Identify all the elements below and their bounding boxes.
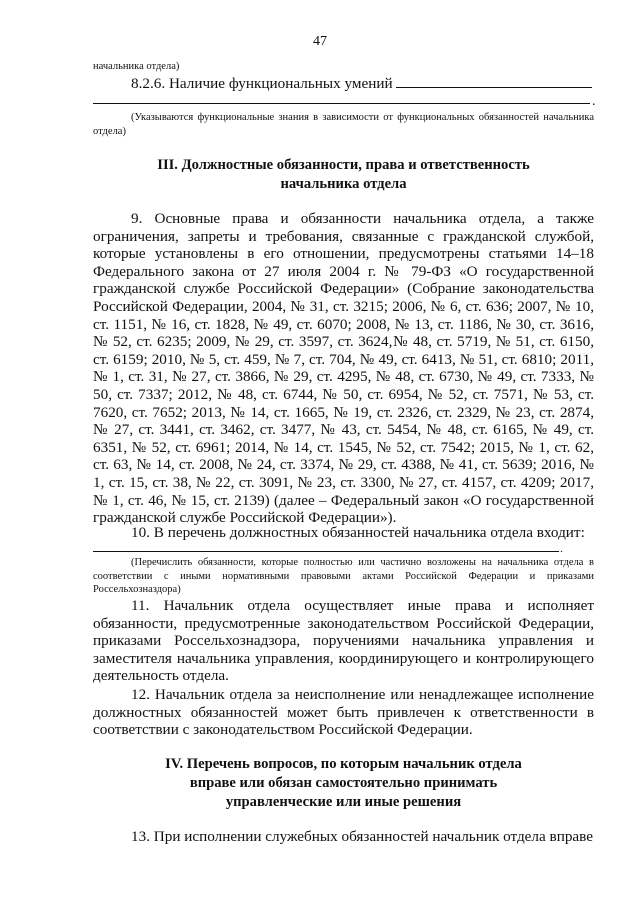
item-8-2-6 — [131, 75, 594, 93]
paragraph-11: 11. Начальник отдела осуществляет иные права и исполняет обязанности, предусмотренные законодательством Российской Федерации, приказами Россельхознадзора, поручениями начальника управления и заместителя начальника управления, координирующего и контролирующего деятельность отдела. — [93, 597, 594, 685]
item-8-2-6-label: 8.2.6. Наличие функциональных умений — [131, 75, 393, 92]
fill-in-line — [93, 103, 590, 104]
paragraph-13: 13. При исполнении служебных обязанностей начальник отдела вправе — [131, 828, 594, 845]
section-4-title-line-3: управленческие или иные решения — [225, 794, 462, 810]
fill-in-line — [396, 86, 592, 88]
page-number: 47 — [313, 34, 327, 49]
period-mark: . — [560, 541, 563, 555]
top-fragment: начальника отдела) — [93, 61, 180, 72]
paragraph-10: 10. В перечень должностных обязанностей начальника отдела входит: — [131, 524, 585, 541]
period-mark: . — [592, 94, 596, 109]
fill-in-line — [93, 551, 559, 552]
note-duties: (Перечислить обязанности, которые полностью или частично возложены на начальника отдела в соответствии с иными нормативными правовыми актами Российской Федерации и приказами Россельхозназдора) — [93, 557, 594, 595]
section-4-title-line-2: вправе или обязан самостоятельно принимать — [189, 775, 498, 791]
section-3-title-line-1: III. Должностные обязанности, права и ответственность — [157, 157, 530, 173]
paragraph-9: 9. Основные права и обязанности начальника отдела, а также ограничения, запреты и требования, связанные с гражданской службой, которые установлены в его отношении, предусмотрены статьями 14–18 Федерального закона от 27 июля 2004 г. № 79-ФЗ «О государственной гражданской службе Российской Федерации» (Собрание законодательства Российской Федерации, 2004, № 31, ст. 3215; 2006, № 6, ст. 636; 2007, № 10, ст. 1151, № 16, ст. 1828, № 49, ст. 6070; 2008, № 13, ст. 1186, № 30, ст. 3616, № 52, ст. 6235; 2009, № 29, ст. 3597, ст. 3624,№ 48, ст. 5719, № 51, ст. 6150, ст. 6159; 2010, № 5, ст. 459, № 7, ст. 704, № 49, ст. 6413, № 51, ст. 6810; 2011, № 1, ст. 31, № 27, ст. 3866, № 29, ст. 4295, № 48, ст. 6730, № 49, ст. 7333, № 50, ст. 7337; 2012, № 48, ст. 6744, № 50, ст. 6954, № 52, ст. 7571, № 53, ст. 7620, ст. 7652; 2013, № 14, ст. 1665, № 19, ст. 2326, ст. 2329, № 23, ст. 2874, № 27, ст. 3441, ст. 3462, ст. 3477, № 43, ст. 5454, № 48, ст. 6165, № 49, ст. 6351, № 52, ст. 6961; 2014, № 14, ст. 1545, № 52, ст. 7542; 2015, № 1, ст. 62, ст. 63, № 14, ст. 2008, № 24, ст. 3374, № 29, ст. 4388, № 41, ст. 5639; 2016, № 1, ст. 15, ст. 38, № 22, ст. 3091, № 23, ст. 3300, № 27, ст. 4157, ст. 4209; 2017, № 1, ст. 46, № 15, ст. 2139) (далее – Федеральный закон «О государственной гражданской службе Российской Федерации»). — [93, 210, 594, 527]
note-skills: (Указываются функциональные знания в зависимости от функциональных обязанностей начальника отдела) — [93, 112, 594, 137]
section-3-title-line-2: начальника отдела — [280, 176, 407, 192]
section-4-title-line-1: IV. Перечень вопросов, по которым начальник отдела — [165, 756, 522, 772]
paragraph-12: 12. Начальник отдела за неисполнение или ненадлежащее исполнение должностных обязанностей может быть привлечен к ответственности в соответствии с законодательством Российской Федерации. — [93, 686, 594, 739]
